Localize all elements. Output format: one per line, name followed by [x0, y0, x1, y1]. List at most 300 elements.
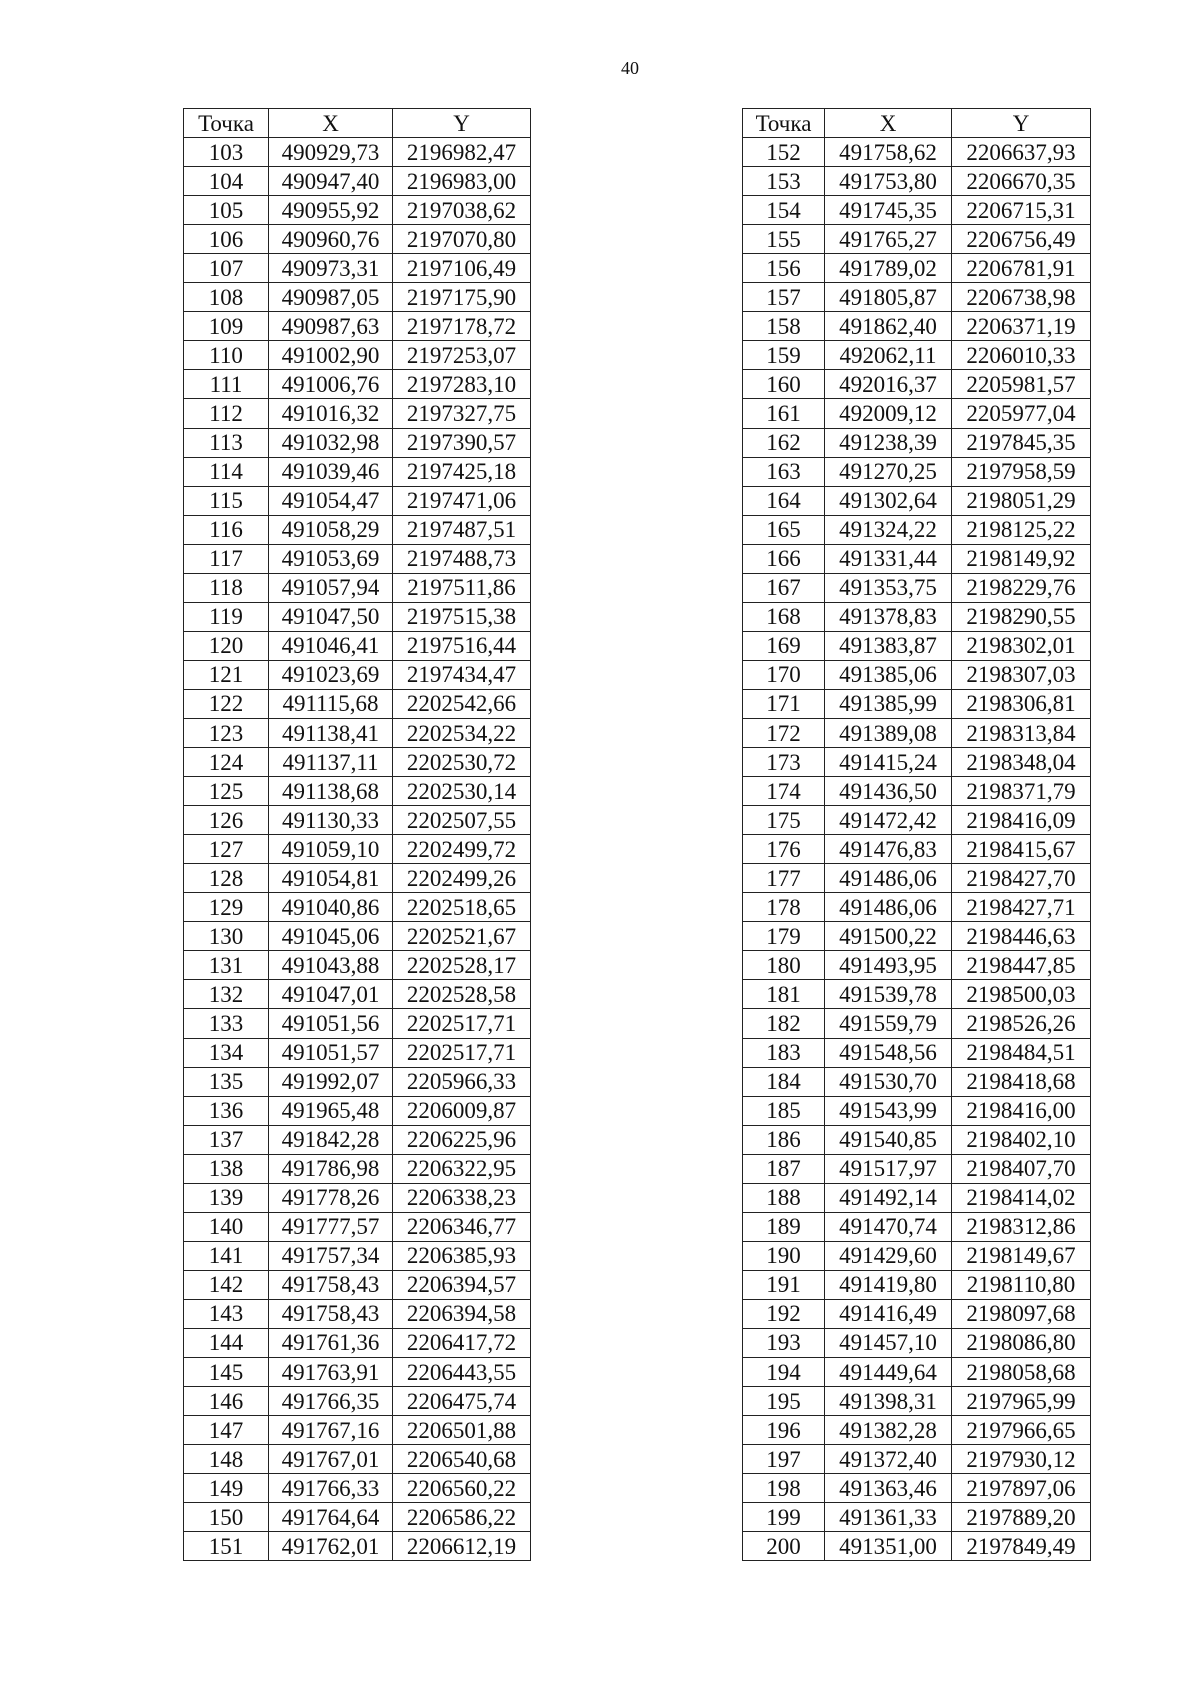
table-row: [184, 283, 531, 312]
y-coordinate-cell: 2206637,93: [952, 138, 1091, 167]
x-coordinate-cell: 491767,16: [269, 1416, 393, 1445]
y-coordinate-cell: 2197966,65: [952, 1416, 1091, 1445]
y-coordinate-cell: 2198415,67: [952, 835, 1091, 864]
table-row: [184, 1416, 531, 1445]
y-coordinate-cell: 2206338,23: [393, 1183, 531, 1212]
table-row: [743, 951, 1091, 980]
x-coordinate-cell: 491786,98: [269, 1154, 393, 1183]
header-row: [743, 109, 1091, 138]
table-row: [184, 457, 531, 486]
point-number-cell: 181: [743, 980, 825, 1009]
table-row: [743, 718, 1091, 747]
x-coordinate-cell: 491757,34: [269, 1241, 393, 1270]
table-row: [184, 1532, 531, 1561]
y-coordinate-cell: 2197283,10: [393, 370, 531, 399]
y-coordinate-cell: 2198427,70: [952, 864, 1091, 893]
coordinates-table-right: [742, 108, 1091, 1561]
y-coordinate-cell: 2197488,73: [393, 544, 531, 573]
x-coordinate-cell: 491767,01: [269, 1445, 393, 1474]
x-coordinate-cell: 491761,36: [269, 1328, 393, 1357]
point-number-cell: 132: [184, 980, 269, 1009]
point-number-cell: 162: [743, 428, 825, 457]
point-number-cell: 190: [743, 1241, 825, 1270]
y-coordinate-cell: 2202534,22: [393, 718, 531, 747]
x-coordinate-cell: 491385,06: [825, 660, 952, 689]
x-coordinate-cell: 491054,47: [269, 486, 393, 515]
table-row: [743, 1096, 1091, 1125]
table-row: [184, 196, 531, 225]
x-coordinate-cell: 491137,11: [269, 748, 393, 777]
point-number-cell: 146: [184, 1387, 269, 1416]
point-number-cell: 104: [184, 167, 269, 196]
point-number-cell: 138: [184, 1154, 269, 1183]
point-number-cell: 172: [743, 718, 825, 747]
y-coordinate-cell: 2206394,57: [393, 1270, 531, 1299]
table-row: [743, 1241, 1091, 1270]
x-coordinate-cell: 492009,12: [825, 399, 952, 428]
x-coordinate-cell: 491486,06: [825, 893, 952, 922]
point-number-cell: 183: [743, 1038, 825, 1067]
x-coordinate-cell: 491353,75: [825, 573, 952, 602]
table-row: [184, 428, 531, 457]
point-number-cell: 128: [184, 864, 269, 893]
point-number-cell: 106: [184, 225, 269, 254]
table-row: [184, 312, 531, 341]
point-number-cell: 157: [743, 283, 825, 312]
point-number-cell: 124: [184, 748, 269, 777]
y-coordinate-cell: 2196982,47: [393, 138, 531, 167]
point-number-cell: 171: [743, 689, 825, 718]
point-number-cell: 144: [184, 1328, 269, 1357]
point-number-cell: 161: [743, 399, 825, 428]
x-coordinate-cell: 491493,95: [825, 951, 952, 980]
point-number-cell: 200: [743, 1532, 825, 1561]
table-row: [184, 1096, 531, 1125]
x-coordinate-cell: 491777,57: [269, 1212, 393, 1241]
table-row: [743, 1474, 1091, 1503]
table-row: [184, 922, 531, 951]
table-row: [743, 1328, 1091, 1357]
point-number-cell: 180: [743, 951, 825, 980]
point-number-cell: 199: [743, 1503, 825, 1532]
point-number-cell: 197: [743, 1445, 825, 1474]
y-coordinate-cell: 2206781,91: [952, 254, 1091, 283]
table-row: [743, 980, 1091, 1009]
point-number-cell: 148: [184, 1445, 269, 1474]
y-coordinate-cell: 2202521,67: [393, 922, 531, 951]
y-coordinate-cell: 2197516,44: [393, 631, 531, 660]
y-coordinate-cell: 2206586,22: [393, 1503, 531, 1532]
point-number-cell: 160: [743, 370, 825, 399]
y-coordinate-cell: 2198371,79: [952, 777, 1091, 806]
point-number-cell: 110: [184, 341, 269, 370]
x-coordinate-cell: 491382,28: [825, 1416, 952, 1445]
table-row: [743, 544, 1091, 573]
x-coordinate-cell: 491419,80: [825, 1270, 952, 1299]
x-coordinate-cell: 491476,83: [825, 835, 952, 864]
x-coordinate-cell: 491054,81: [269, 864, 393, 893]
x-coordinate-cell: 491758,62: [825, 138, 952, 167]
table-row: [743, 370, 1091, 399]
x-coordinate-cell: 491789,02: [825, 254, 952, 283]
y-coordinate-cell: 2205966,33: [393, 1067, 531, 1096]
point-number-cell: 151: [184, 1532, 269, 1561]
point-number-cell: 139: [184, 1183, 269, 1212]
header-row: [184, 109, 531, 138]
y-coordinate-cell: 2197889,20: [952, 1503, 1091, 1532]
y-coordinate-cell: 2197511,86: [393, 573, 531, 602]
x-coordinate-cell: 491051,57: [269, 1038, 393, 1067]
table-row: [743, 864, 1091, 893]
y-coordinate-cell: 2197178,72: [393, 312, 531, 341]
y-coordinate-cell: 2202507,55: [393, 806, 531, 835]
table-row: [743, 806, 1091, 835]
x-coordinate-cell: 491047,01: [269, 980, 393, 1009]
point-number-cell: 115: [184, 486, 269, 515]
table-row: [184, 1299, 531, 1328]
point-number-cell: 112: [184, 399, 269, 428]
table-row: [184, 1328, 531, 1357]
x-coordinate-cell: 491138,41: [269, 718, 393, 747]
x-coordinate-cell: 491053,69: [269, 544, 393, 573]
table-row: [743, 1416, 1091, 1445]
point-number-cell: 149: [184, 1474, 269, 1503]
y-coordinate-cell: 2198149,67: [952, 1241, 1091, 1270]
x-coordinate-cell: 491040,86: [269, 893, 393, 922]
point-number-cell: 195: [743, 1387, 825, 1416]
y-coordinate-cell: 2202499,72: [393, 835, 531, 864]
y-coordinate-cell: 2202530,72: [393, 748, 531, 777]
y-coordinate-cell: 2202528,17: [393, 951, 531, 980]
table-row: [743, 167, 1091, 196]
x-coordinate-cell: 491436,50: [825, 777, 952, 806]
table-row: [184, 631, 531, 660]
y-coordinate-cell: 2197106,49: [393, 254, 531, 283]
x-coordinate-cell: 491765,27: [825, 225, 952, 254]
point-number-cell: 173: [743, 748, 825, 777]
point-number-cell: 187: [743, 1154, 825, 1183]
point-number-cell: 166: [743, 544, 825, 573]
y-coordinate-cell: 2197845,35: [952, 428, 1091, 457]
x-coordinate-cell: 491539,78: [825, 980, 952, 1009]
x-coordinate-cell: 491778,26: [269, 1183, 393, 1212]
x-coordinate-cell: 491470,74: [825, 1212, 952, 1241]
table-row: [743, 835, 1091, 864]
table-row: [743, 138, 1091, 167]
table-row: [184, 1009, 531, 1038]
y-coordinate-cell: 2198086,80: [952, 1328, 1091, 1357]
x-coordinate-cell: 491372,40: [825, 1445, 952, 1474]
y-coordinate-cell: 2197434,47: [393, 660, 531, 689]
y-coordinate-cell: 2205977,04: [952, 399, 1091, 428]
point-number-cell: 145: [184, 1358, 269, 1387]
point-number-cell: 126: [184, 806, 269, 835]
x-coordinate-cell: 491763,91: [269, 1358, 393, 1387]
x-coordinate-cell: 491045,06: [269, 922, 393, 951]
x-coordinate-cell: 491059,10: [269, 835, 393, 864]
point-number-cell: 163: [743, 457, 825, 486]
y-coordinate-cell: 2197487,51: [393, 515, 531, 544]
x-coordinate-cell: 491416,49: [825, 1299, 952, 1328]
x-coordinate-cell: 491361,33: [825, 1503, 952, 1532]
point-number-cell: 105: [184, 196, 269, 225]
table-row: [743, 254, 1091, 283]
table-row: [184, 980, 531, 1009]
point-number-cell: 198: [743, 1474, 825, 1503]
point-number-cell: 178: [743, 893, 825, 922]
header-x: X: [825, 109, 952, 138]
x-coordinate-cell: 491762,01: [269, 1532, 393, 1561]
table-row: [184, 225, 531, 254]
table-row: [743, 1183, 1091, 1212]
y-coordinate-cell: 2206346,77: [393, 1212, 531, 1241]
point-number-cell: 184: [743, 1067, 825, 1096]
point-number-cell: 109: [184, 312, 269, 341]
header-point: Точка: [184, 109, 269, 138]
table-row: [743, 689, 1091, 718]
point-number-cell: 142: [184, 1270, 269, 1299]
x-coordinate-cell: 491472,42: [825, 806, 952, 835]
table-row: [184, 573, 531, 602]
x-coordinate-cell: 491130,33: [269, 806, 393, 835]
y-coordinate-cell: 2198110,80: [952, 1270, 1091, 1299]
table-row: [743, 1154, 1091, 1183]
table-row: [184, 1474, 531, 1503]
table-row: [743, 573, 1091, 602]
x-coordinate-cell: 491486,06: [825, 864, 952, 893]
table-row: [743, 399, 1091, 428]
x-coordinate-cell: 491992,07: [269, 1067, 393, 1096]
y-coordinate-cell: 2197471,06: [393, 486, 531, 515]
y-coordinate-cell: 2206560,22: [393, 1474, 531, 1503]
x-coordinate-cell: 491764,64: [269, 1503, 393, 1532]
x-coordinate-cell: 491378,83: [825, 602, 952, 631]
point-number-cell: 167: [743, 573, 825, 602]
table-row: [743, 196, 1091, 225]
x-coordinate-cell: 491016,32: [269, 399, 393, 428]
x-coordinate-cell: 491758,43: [269, 1299, 393, 1328]
y-coordinate-cell: 2198307,03: [952, 660, 1091, 689]
table-row: [743, 341, 1091, 370]
table-row: [184, 1125, 531, 1154]
point-number-cell: 196: [743, 1416, 825, 1445]
table-row: [743, 486, 1091, 515]
table-row: [184, 1445, 531, 1474]
y-coordinate-cell: 2206670,35: [952, 167, 1091, 196]
table-row: [184, 1067, 531, 1096]
x-coordinate-cell: 491238,39: [825, 428, 952, 457]
y-coordinate-cell: 2198416,00: [952, 1096, 1091, 1125]
table-row: [743, 1009, 1091, 1038]
point-number-cell: 131: [184, 951, 269, 980]
x-coordinate-cell: 491449,64: [825, 1358, 952, 1387]
table-row: [184, 341, 531, 370]
point-number-cell: 140: [184, 1212, 269, 1241]
point-number-cell: 135: [184, 1067, 269, 1096]
point-number-cell: 114: [184, 457, 269, 486]
y-coordinate-cell: 2206394,58: [393, 1299, 531, 1328]
point-number-cell: 123: [184, 718, 269, 747]
table-row: [743, 1067, 1091, 1096]
point-number-cell: 120: [184, 631, 269, 660]
x-coordinate-cell: 491540,85: [825, 1125, 952, 1154]
y-coordinate-cell: 2197897,06: [952, 1474, 1091, 1503]
page-number: 40: [621, 58, 639, 78]
y-coordinate-cell: 2198058,68: [952, 1358, 1091, 1387]
y-coordinate-cell: 2197849,49: [952, 1532, 1091, 1561]
point-number-cell: 165: [743, 515, 825, 544]
x-coordinate-cell: 491457,10: [825, 1328, 952, 1357]
point-number-cell: 168: [743, 602, 825, 631]
x-coordinate-cell: 492016,37: [825, 370, 952, 399]
y-coordinate-cell: 2198290,55: [952, 602, 1091, 631]
y-coordinate-cell: 2198313,84: [952, 718, 1091, 747]
table-row: [184, 835, 531, 864]
y-coordinate-cell: 2198500,03: [952, 980, 1091, 1009]
y-coordinate-cell: 2202542,66: [393, 689, 531, 718]
header-point: Точка: [743, 109, 825, 138]
table-row: [743, 602, 1091, 631]
x-coordinate-cell: 491805,87: [825, 283, 952, 312]
table-row: [184, 951, 531, 980]
table-row: [743, 660, 1091, 689]
x-coordinate-cell: 491543,99: [825, 1096, 952, 1125]
table-row: [743, 312, 1091, 341]
x-coordinate-cell: 490960,76: [269, 225, 393, 254]
table-row: [743, 893, 1091, 922]
x-coordinate-cell: 490947,40: [269, 167, 393, 196]
y-coordinate-cell: 2206443,55: [393, 1358, 531, 1387]
table-row: [184, 399, 531, 428]
table-row: [743, 1125, 1091, 1154]
point-number-cell: 177: [743, 864, 825, 893]
point-number-cell: 111: [184, 370, 269, 399]
x-coordinate-cell: 491270,25: [825, 457, 952, 486]
point-number-cell: 192: [743, 1299, 825, 1328]
x-coordinate-cell: 490987,63: [269, 312, 393, 341]
table-row: [184, 1183, 531, 1212]
table-row: [184, 486, 531, 515]
x-coordinate-cell: 491383,87: [825, 631, 952, 660]
point-number-cell: 188: [743, 1183, 825, 1212]
point-number-cell: 118: [184, 573, 269, 602]
y-coordinate-cell: 2198229,76: [952, 573, 1091, 602]
x-coordinate-cell: 491047,50: [269, 602, 393, 631]
y-coordinate-cell: 2197327,75: [393, 399, 531, 428]
table-row: [184, 718, 531, 747]
x-coordinate-cell: 491415,24: [825, 748, 952, 777]
x-coordinate-cell: 491429,60: [825, 1241, 952, 1270]
x-coordinate-cell: 491766,35: [269, 1387, 393, 1416]
y-coordinate-cell: 2197965,99: [952, 1387, 1091, 1416]
header-y: Y: [952, 109, 1091, 138]
x-coordinate-cell: 491331,44: [825, 544, 952, 573]
y-coordinate-cell: 2206010,33: [952, 341, 1091, 370]
y-coordinate-cell: 2198302,01: [952, 631, 1091, 660]
table-row: [184, 1358, 531, 1387]
x-coordinate-cell: 492062,11: [825, 341, 952, 370]
table-row: [184, 1241, 531, 1270]
x-coordinate-cell: 491530,70: [825, 1067, 952, 1096]
y-coordinate-cell: 2202518,65: [393, 893, 531, 922]
point-number-cell: 113: [184, 428, 269, 457]
x-coordinate-cell: 491862,40: [825, 312, 952, 341]
y-coordinate-cell: 2206225,96: [393, 1125, 531, 1154]
point-number-cell: 133: [184, 1009, 269, 1038]
table-row: [743, 1387, 1091, 1416]
table-row: [184, 689, 531, 718]
x-coordinate-cell: 491965,48: [269, 1096, 393, 1125]
coordinates-table-left: [183, 108, 531, 1561]
y-coordinate-cell: 2198484,51: [952, 1038, 1091, 1067]
x-coordinate-cell: 491559,79: [825, 1009, 952, 1038]
y-coordinate-cell: 2197175,90: [393, 283, 531, 312]
y-coordinate-cell: 2202517,71: [393, 1009, 531, 1038]
x-coordinate-cell: 491389,08: [825, 718, 952, 747]
point-number-cell: 159: [743, 341, 825, 370]
point-number-cell: 117: [184, 544, 269, 573]
y-coordinate-cell: 2205981,57: [952, 370, 1091, 399]
x-coordinate-cell: 491043,88: [269, 951, 393, 980]
x-coordinate-cell: 491351,00: [825, 1532, 952, 1561]
y-coordinate-cell: 2206417,72: [393, 1328, 531, 1357]
table-row: [184, 370, 531, 399]
table-row: [184, 138, 531, 167]
table-row: [743, 1532, 1091, 1561]
y-coordinate-cell: 2197253,07: [393, 341, 531, 370]
table-row: [184, 806, 531, 835]
point-number-cell: 136: [184, 1096, 269, 1125]
table-row: [743, 1503, 1091, 1532]
table-row: [743, 777, 1091, 806]
point-number-cell: 153: [743, 167, 825, 196]
table-row: [184, 1503, 531, 1532]
y-coordinate-cell: 2198414,02: [952, 1183, 1091, 1212]
y-coordinate-cell: 2206385,93: [393, 1241, 531, 1270]
table-row: [743, 457, 1091, 486]
y-coordinate-cell: 2198402,10: [952, 1125, 1091, 1154]
point-number-cell: 185: [743, 1096, 825, 1125]
point-number-cell: 119: [184, 602, 269, 631]
y-coordinate-cell: 2197390,57: [393, 428, 531, 457]
table-row: [743, 748, 1091, 777]
y-coordinate-cell: 2198306,81: [952, 689, 1091, 718]
x-coordinate-cell: 491051,56: [269, 1009, 393, 1038]
table-row: [743, 1212, 1091, 1241]
y-coordinate-cell: 2206756,49: [952, 225, 1091, 254]
table-row: [743, 1299, 1091, 1328]
y-coordinate-cell: 2206612,19: [393, 1532, 531, 1561]
point-number-cell: 130: [184, 922, 269, 951]
point-number-cell: 127: [184, 835, 269, 864]
x-coordinate-cell: 491057,94: [269, 573, 393, 602]
point-number-cell: 169: [743, 631, 825, 660]
y-coordinate-cell: 2198416,09: [952, 806, 1091, 835]
point-number-cell: 174: [743, 777, 825, 806]
x-coordinate-cell: 490955,92: [269, 196, 393, 225]
point-number-cell: 154: [743, 196, 825, 225]
point-number-cell: 137: [184, 1125, 269, 1154]
table-row: [743, 225, 1091, 254]
point-number-cell: 143: [184, 1299, 269, 1328]
table-row: [184, 1387, 531, 1416]
y-coordinate-cell: 2198447,85: [952, 951, 1091, 980]
y-coordinate-cell: 2206738,98: [952, 283, 1091, 312]
point-number-cell: 129: [184, 893, 269, 922]
point-number-cell: 158: [743, 312, 825, 341]
x-coordinate-cell: 491115,68: [269, 689, 393, 718]
table-row: [184, 515, 531, 544]
